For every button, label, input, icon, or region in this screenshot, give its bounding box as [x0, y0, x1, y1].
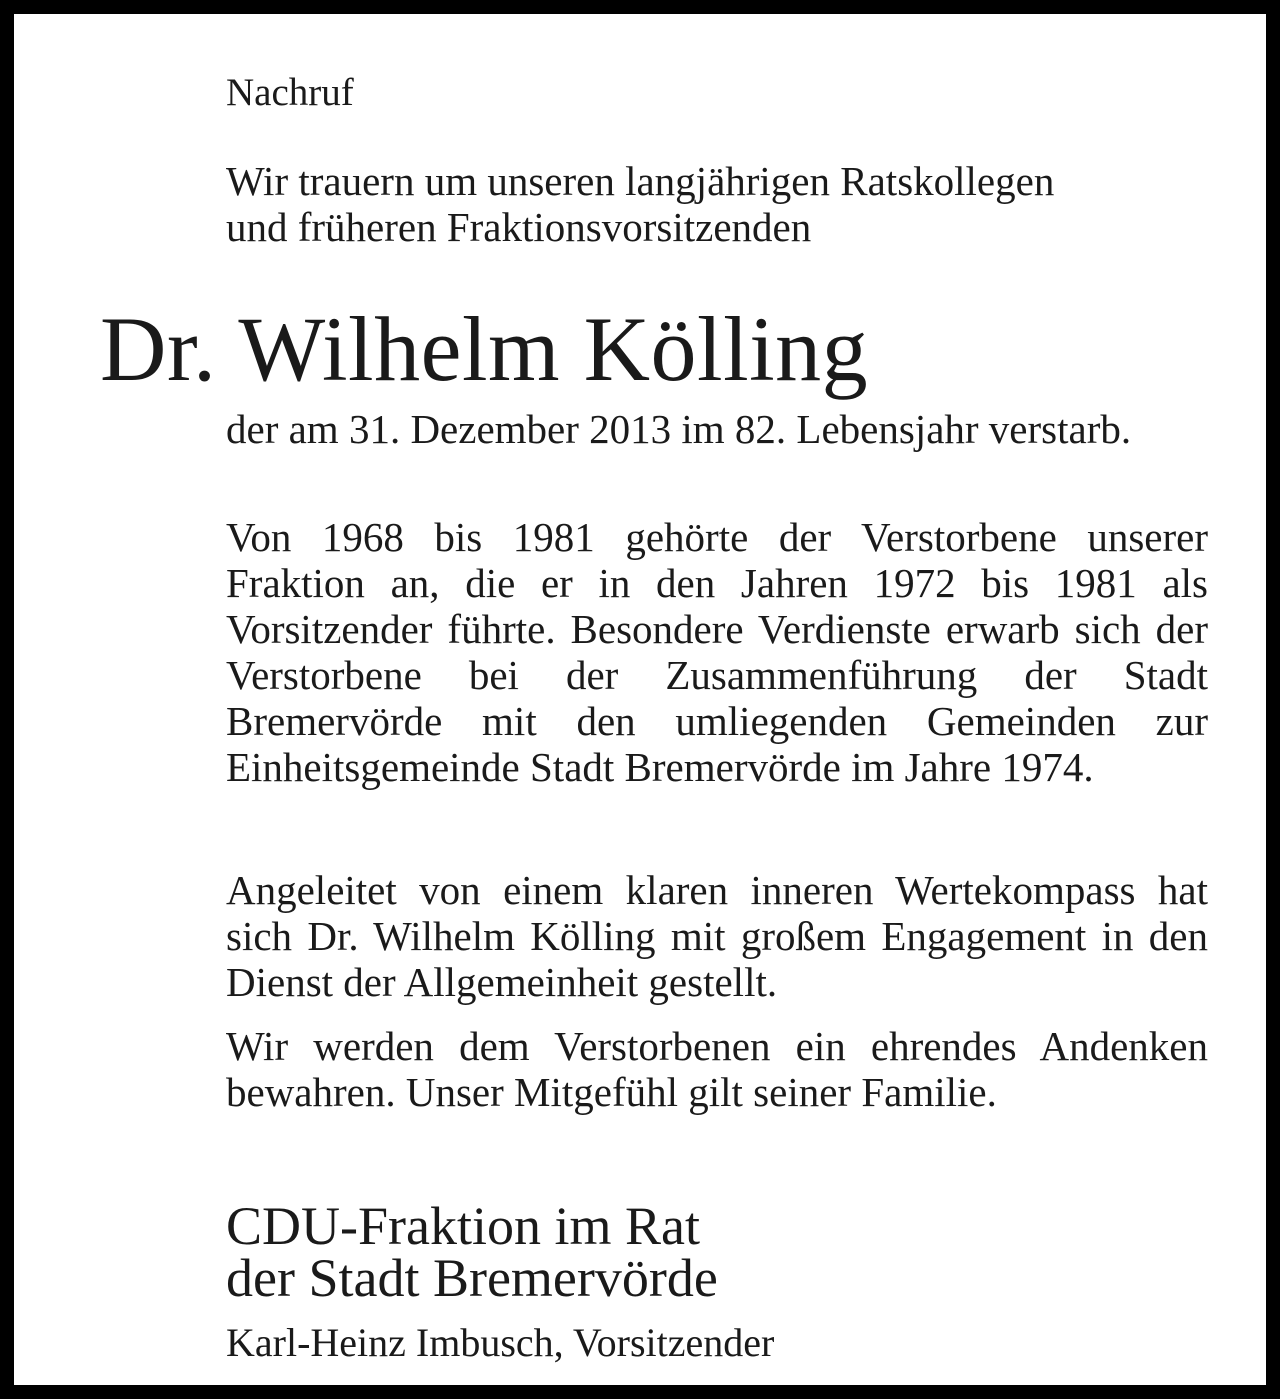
intro-line: und früheren Fraktionsvorsitzenden: [226, 204, 812, 250]
signature-person: Karl-Heinz Imbusch, Vorsitzender: [226, 1320, 775, 1365]
deceased-name: Dr. Wilhelm Kölling: [100, 298, 869, 400]
signature-organization: [226, 1196, 718, 1308]
notice-heading: Nachruf: [226, 71, 354, 114]
signature-organization-line: CDU-Fraktion im Rat: [226, 1196, 700, 1256]
death-date-paragraph: der am 31. Dezember 2013 im 82. Lebensjahr verstarb.: [226, 406, 1132, 452]
condolence-paragraph: Wir werden dem Verstorbenen ein ehrendes Andenken bewahren. Unser Mitgefühl gilt seiner Familie.: [226, 1023, 1208, 1115]
signature-organization-line: der Stadt Bremervörde: [226, 1248, 718, 1308]
intro-text: [226, 158, 1208, 250]
tribute-paragraph: Angeleitet von einem klaren inneren Wertekompass hat sich Dr. Wilhelm Kölling mit großem Engagement in den Dienst der Allgemeinheit gestellt.: [226, 867, 1208, 1005]
career-paragraph: Von 1968 bis 1981 gehörte der Verstorbene unserer Fraktion an, die er in den Jahren 1972 bis 1981 als Vorsitzender führte. Besondere Verdienste erwarb sich der Verstorbene bei der Zusammenführung der Stadt Bremervörde mit den umliegenden Gemeinden zur Einheitsgemeinde Stadt Bremervörde im Jahre 1974.: [226, 514, 1208, 790]
intro-line: Wir trauern um unseren langjährigen Ratskollegen: [226, 158, 1055, 204]
